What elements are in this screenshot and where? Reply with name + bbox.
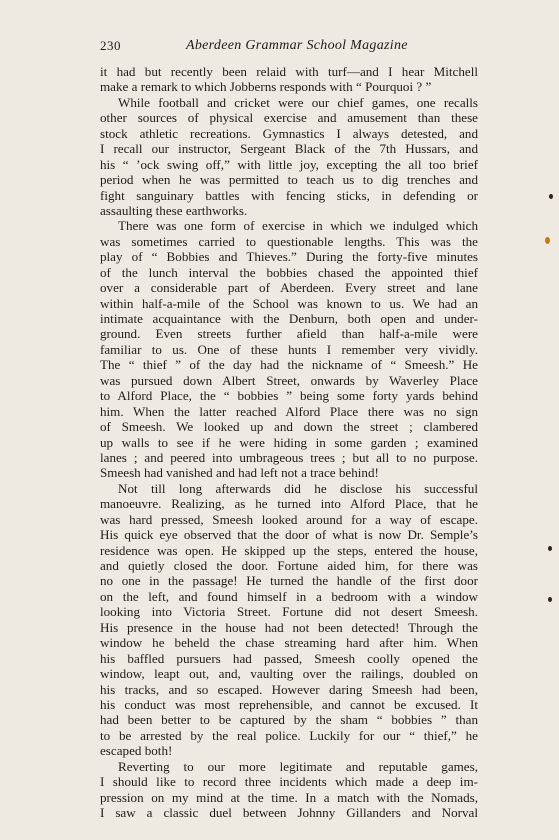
text-line: and quietly closed the door. Fortune aided him, for there was: [100, 558, 478, 573]
text-line: over a considerable part of Aberdeen. Every street and lane: [100, 280, 478, 296]
margin-ink-spot: [548, 597, 552, 602]
text-line: I recall our instructor, Sergeant Black of the 7th Hussars, and: [100, 141, 478, 157]
text-line: his tracks, and so escaped. However daring Smeesh had been,: [100, 681, 478, 697]
text-line: His presence in the house had not been detected! Through the: [100, 619, 478, 635]
text-line: lanes ; and peered into umbrageous trees ; but all to no purpose.: [100, 449, 478, 465]
text-line: play of “ Bobbies and Thieves.” During the forty-five minutes: [100, 249, 478, 265]
margin-ink-spot: [545, 237, 550, 244]
text-line: his “ ’ock swing off,” with little joy, excepting the all too brief: [100, 156, 478, 172]
text-line: ground. Even streets further afield than half-a-mile were: [100, 326, 478, 342]
text-line: The “ thief ” of the day had the nickname of “ Smeesh.” He: [100, 357, 478, 373]
text-line: period when he was permitted to teach us to dig trenches and: [100, 172, 478, 188]
text-line: his baffled pursuers had passed, Smeesh coolly opened the: [100, 650, 478, 666]
text-line: window he beheld the chase streaming hard after him. When: [100, 635, 478, 651]
text-line: stock athletic recreations. Gymnastics I always detested, and: [100, 125, 478, 141]
text-line: make a remark to which Jobberns responds with “ Pourquoi ? ”: [100, 79, 432, 95]
text-line: escaped both!: [100, 743, 173, 759]
text-line: residence was open. He skipped up the steps, entered the house,: [100, 542, 478, 558]
text-line: intimate acquaintance with the Denburn, both open and under-: [100, 311, 478, 326]
text-line: assaulting these earthworks.: [100, 202, 248, 218]
text-line: of Smeesh. We looked up and down the street ; clambered: [100, 419, 478, 435]
text-line: window, leapt out, and, vaulting over the railings, doubled on: [100, 666, 478, 682]
text-line: his conduct was most reprehensible, and cannot be excused. It: [100, 696, 478, 712]
text-line: looking into Victoria Street. Fortune did not desert Smeesh.: [100, 604, 478, 620]
text-line: His quick eye observed that the door of what is now Dr. Semple’s: [100, 527, 478, 543]
text-line: within half-a-mile of the School was known to us. We had an: [100, 295, 478, 311]
text-line: of the lunch interval the bobbies chased the appointed thief: [100, 264, 478, 280]
text-line: other sources of physical exercise and amusement than these: [100, 110, 478, 126]
text-line: familiar to us. One of these hunts I remember very vividly.: [100, 341, 478, 357]
page-number: 230: [100, 38, 121, 53]
text-line: I saw a classic duel between Johnny Gillanders and Norval: [100, 805, 478, 820]
running-title: Aberdeen Grammar School Magazine: [186, 38, 408, 53]
text-line: Reverting to our more legitimate and reputable games,: [118, 758, 478, 774]
text-line: on the left, and found himself in a bedroom with a window: [100, 588, 478, 604]
text-line: had been better to be captured by the sham “ bobbies ” than: [100, 712, 478, 728]
text-line: was sometimes carried to questionable lengths. This was the: [100, 233, 478, 249]
text-line: fight sanguinary battles with fencing sticks, in defending or: [100, 187, 478, 203]
text-line: was hard pressed, Smeesh looked around for a way of escape.: [100, 511, 478, 527]
text-line: I should like to record three incidents which made a deep im-: [100, 774, 478, 790]
text-line: was pursued down Albert Street, onwards by Waverley Place: [100, 372, 478, 388]
text-line: manoeuvre. Realizing, as he turned into Alford Place, that he: [100, 496, 478, 512]
text-line: There was one form of exercise in which we indulged which: [118, 218, 478, 234]
text-line: pression on my mind at the time. In a match with the Nomads,: [100, 789, 478, 805]
text-line: Not till long afterwards did he disclose his successful: [118, 480, 478, 496]
text-line: to Alford Place, the “ bobbies ” being some forty yards behind: [100, 388, 478, 404]
text-line: Smeesh had vanished and had left not a trace behind!: [100, 465, 379, 481]
margin-ink-spot: [548, 546, 552, 551]
text-line: no one in the passage! He turned the handle of the first door: [100, 573, 478, 589]
body-text: [100, 64, 478, 820]
margin-ink-spot: [549, 194, 553, 199]
text-line: him. When the latter reached Alford Place there was no sign: [100, 403, 478, 419]
text-line: it had but recently been relaid with turf—and I hear Mitchell: [100, 64, 478, 79]
text-line: up walls to see if he were hiding in some garden ; examined: [100, 434, 478, 450]
text-line: to be arrested by the real police. Luckily for our “ thief,” he: [100, 727, 478, 743]
text-line: While football and cricket were our chief games, one recalls: [118, 94, 478, 110]
page-header: [100, 38, 478, 58]
